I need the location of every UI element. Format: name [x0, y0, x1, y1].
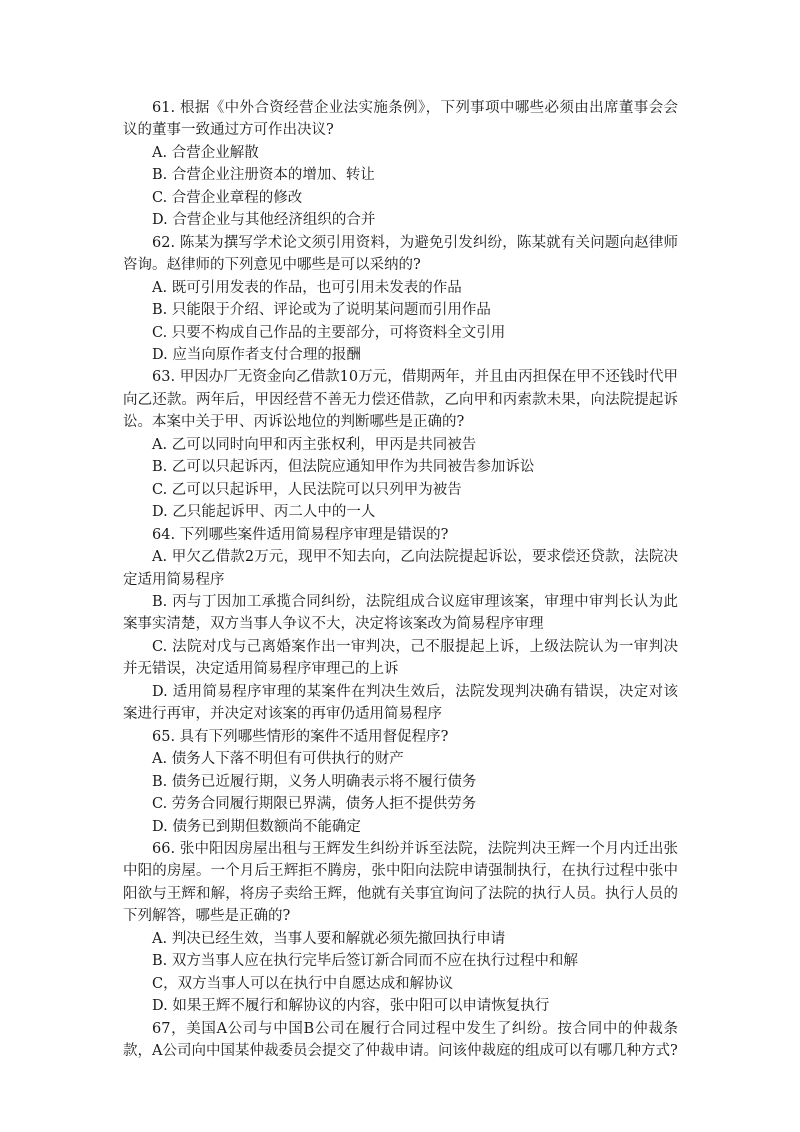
- question-64: [123, 524, 678, 726]
- option-a: A. 合营企业解散: [152, 144, 259, 161]
- question-62: [123, 232, 678, 367]
- option-c: C. 只要不构成自己作品的主要部分，可将资料全文引用: [152, 324, 506, 341]
- question-text: 62. 陈某为撰写学术论文须引用资料，为避免引发纠纷，陈某就有关问题向赵律师咨询。赵律师的下列意见中哪些是可以采纳的?: [123, 234, 678, 274]
- option-d: D. 债务已到期但数额尚不能确定: [152, 818, 361, 835]
- option-b: B. 丙与丁因加工承揽合同纠纷，法院组成合议庭审理该案，审理中审判长认为此案事实清楚，双方当事人争议不大，决定将该案改为简易程序审理: [123, 593, 678, 633]
- question-67: [123, 1018, 678, 1063]
- option-b: B. 双方当事人应在执行完毕后签订新合同而不应在执行过程中和解: [152, 953, 578, 970]
- question-text: 64. 下列哪些案件适用简易程序审理是错误的?: [152, 526, 449, 543]
- option-c: C. 乙可以只起诉甲，人民法院可以只列甲为被告: [152, 481, 462, 498]
- question-65: [123, 726, 678, 838]
- option-c: C，双方当事人可以在执行中自愿达成和解协议: [152, 975, 454, 992]
- option-d: D. 乙只能起诉甲、丙二人中的一人: [152, 504, 376, 521]
- option-a: A. 乙可以同时向甲和丙主张权利，甲丙是共同被告: [152, 436, 477, 453]
- question-text: 66. 张中阳因房屋出租与王辉发生纠纷并诉至法院，法院判决王辉一个月内迁出张中阳的房屋。一个月后王辉拒不腾房，张中阳向法院申请强制执行，在执行过程中张中阳欲与王辉和解，将房子卖给王辉，他就有关事宜询问了法院的执行人员。执行人员的下列解答，哪些是正确的?: [123, 840, 678, 925]
- question-text: 61. 根据《中外合资经营企业法实施条例》，下列事项中哪些必须由出席董事会会议的董事一致通过方可作出决议?: [123, 100, 678, 139]
- question-61: [123, 97, 678, 232]
- option-d: D. 适用简易程序审理的某案件在判决生效后，法院发现判决确有错误，决定对该案进行再审，并决定对该案的再审仍适用简易程序: [123, 683, 678, 723]
- option-d: D. 应当向原作者支付合理的报酬: [152, 346, 361, 363]
- option-c: C. 合营企业章程的修改: [152, 189, 303, 206]
- option-b: B. 合营企业注册资本的增加、转让: [152, 167, 375, 184]
- option-c: C. 法院对戊与己离婚案作出一审判决，己不服提起上诉，上级法院认为一审判决并无错误，决定适用简易程序审理己的上诉: [123, 638, 678, 678]
- option-d: D. 如果王辉不履行和解协议的内容，张中阳可以申请恢复执行: [152, 998, 550, 1015]
- option-b: B. 只能限于介绍、评论或为了说明某问题而引用作品: [152, 302, 491, 319]
- option-d: D. 合营企业与其他经济组织的合并: [152, 212, 376, 229]
- question-text: 63. 甲因办厂无资金向乙借款10万元，借期两年，并且由丙担保在甲不还钱时代甲向乙还款。两年后，甲因经营不善无力偿还借款，乙向甲和丙索款未果，向法院提起诉讼。本案中关于甲、丙诉讼地位的判断哪些是正确的?: [123, 369, 678, 431]
- question-text: 65. 具有下列哪些情形的案件不适用督促程序?: [152, 728, 449, 745]
- option-a: A. 判决已经生效，当事人要和解就必须先撤回执行申请: [152, 930, 506, 947]
- document-page: [123, 97, 678, 1062]
- option-a: A. 既可引用发表的作品，也可引用未发表的作品: [152, 279, 462, 296]
- option-b: B. 乙可以只起诉丙，但法院应通知甲作为共同被告参加诉讼: [152, 459, 535, 476]
- question-63: [123, 366, 678, 523]
- option-a: A. 甲欠乙借款2万元，现甲不知去向，乙向法院提起诉讼，要求偿还贷款，法院决定适用简易程序: [123, 549, 678, 588]
- question-66: [123, 838, 678, 1018]
- question-text: 67，美国A公司与中国B公司在履行合同过程中发生了纠纷。按合同中的仲裁条款，A公司向中国某仲裁委员会提交了仲裁申请。问该仲裁庭的组成可以有哪几种方式?: [123, 1020, 678, 1060]
- option-b: B. 债务已近履行期，义务人明确表示将不履行债务: [152, 773, 477, 790]
- option-c: C. 劳务合同履行期限已界满，债务人拒不提供劳务: [152, 796, 477, 813]
- option-a: A. 债务人下落不明但有可供执行的财产: [152, 751, 404, 768]
